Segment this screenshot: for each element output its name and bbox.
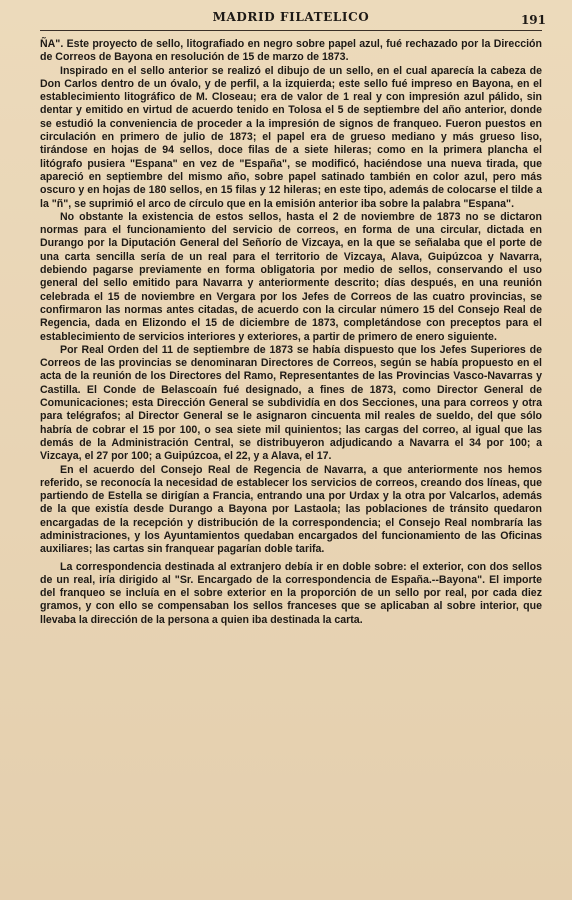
page-number: 191 [520, 13, 546, 27]
paragraph: En el acuerdo del Consejo Real de Regencia de Navarra, a que anteriormente nos hemos referido, se reconocía la necesidad de establecer los servicios de correos, creando dos líneas, que partiendo de Estella se dirigían a Francia, entrando una por Urdax y la otra por Valcarlos, además de la que existía desde Durango a Bayona por Lastaola; las poblaciones de tránsito quedaron encargadas de la recepción y distribución de la correspondencia; el Consejo Real nombraría las administraciones, y los Ayuntamientos quedaban encargados del funcionamiento de las Oficinas auxiliares; las cartas sin franquear pagarían doble tarifa. [40, 463, 542, 556]
paragraph: La correspondencia destinada al extranjero debía ir en doble sobre: el exterior, con dos sellos de un real, iría dirigido al "Sr. Encargado de la correspondencia de España.--Bayona". El importe del franqueo se incluía en el sobre exterior en la proporción de un sello por real, por cada diez gramos, y con ello se compensaban los sellos franceses que se aplicaban al sobre interior, que llevaba la dirección de la persona a quien iba destinada la carta. [40, 560, 542, 626]
paragraph: ÑA". Este proyecto de sello, litografiado en negro sobre papel azul, fué rechazado por la Dirección de Correos de Bayona en resolución de 15 de marzo de 1873. [40, 38, 542, 64]
paragraph: Inspirado en el sello anterior se realizó el dibujo de un sello, en el cual aparecía la cabeza de Don Carlos dentro de un óvalo, y de perfil, a la izquierda; este sello fué impreso en Bayona, en el establecimiento litográfico de M. Closeau; era de valor de 1 real y con impresión azul pálido, sin dentar y emitido en virtud de acuerdo tenido en Tolosa el 5 de septiembre del año anterior, donde se estudió la conveniencia de proceder a la impresión de signos de franqueo. Fueron puestos en circulación en primero de julio de 1873; el papel era de grueso mediano y más grueso liso, tirándose en hojas de 94 sellos, doce filas de a siete hileras; como en la primera plancha el litógrafo pusiera "Espana" en vez de "España", se modificó, haciéndose una nueva tirada, que apareció en septiembre del mismo año, sobre papel satinado también en color azul, pero más oscuro y en hojas de 180 sellos, en 15 filas y 12 hileras; en este tipo, además de colocarse el tilde a la "ñ", se suprimió el arco de círculo que en la emisión anterior iba sobre la palabra "Espana". [40, 64, 542, 210]
paragraph: Por Real Orden del 11 de septiembre de 1873 se había dispuesto que los Jefes Superiores de Correos de las provincias se denominaran Directores de Correos, según se había propuesto en el acta de la reunión de los Directores del Ramo, Representantes de las Provincias Vasco-Navarras y Castilla. El Conde de Belascoaín fué designado, a fines de 1873, como Director General de Comunicaciones; esta Dirección General se subdividía en dos Secciones, una para correos y otra para telégrafos; al Director General se le asignaron cincuenta mil reales de sueldo, del que sólo habría de cobrar el 15 por 100, o sea siete mil quinientos; las cargas del correo, al igual que las demás de la Administración Central, se distribuyeron adjudicando a Navarra el 34 por 100; a Vizcaya, el 27 por 100; a Guipúzcoa, el 22, y a Alava, el 17. [40, 343, 542, 463]
article-body [40, 38, 542, 627]
running-title: MADRID FILATELICO [212, 10, 370, 24]
paragraph: No obstante la existencia de estos sellos, hasta el 2 de noviembre de 1873 no se dictaron normas para el funcionamiento del servicio de correos, en forma de una circular, dictada en Durango por la Diputación General del Señorío de Vizcaya, en la que se señalaba que el porte de una carta sencilla sería de un real para el territorio de Vizcaya, Alava, Guipúzcoa y Navarra, debiendo pagarse previamente en forma obligatoria por medio de sellos, conservando el uso general del sello emitido para Navarra y anteriormente descrito; días después, en una reunión celebrada el 15 de noviembre en Vergara por los Jefes de Correos de las cuatro provincias, se confirmaron las normas antes citadas, de acuerdo con la circular número 15 del Consejo Real de Regencia, dada en Elizondo el 15 de diciembre de 1873, completándose con preceptos para el establecimiento de servicios interiores y exteriores, a partir de primero de enero siguiente. [40, 210, 542, 343]
page-header [40, 6, 546, 31]
